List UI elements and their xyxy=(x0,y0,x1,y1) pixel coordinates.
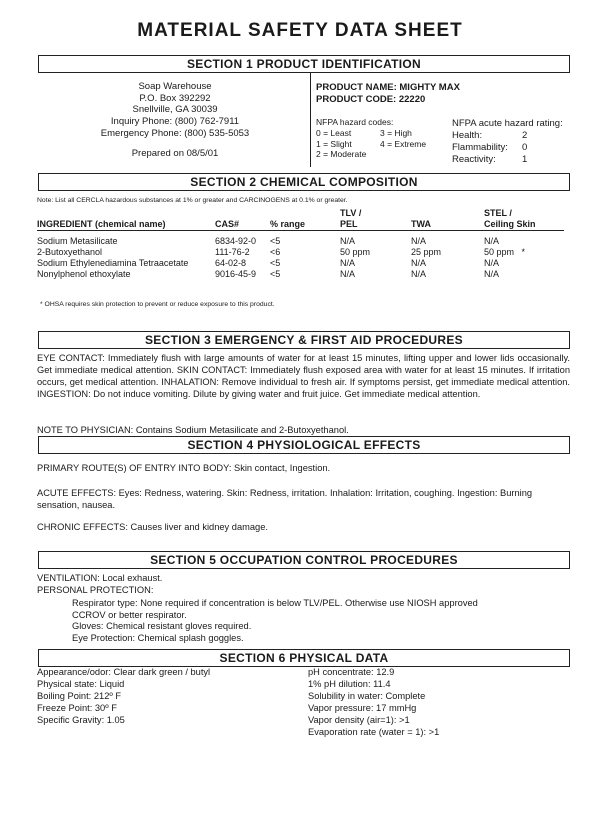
physical-data-left xyxy=(37,666,210,726)
header-twa: TWA xyxy=(411,208,484,231)
hazard-code: 1 = Slight xyxy=(316,138,352,149)
rating-row-health xyxy=(452,130,572,142)
ph-concentrate: pH concentrate: 12.9 xyxy=(308,667,395,677)
vapor-pressure: Vapor pressure: 17 mmHg xyxy=(308,703,417,713)
company-city: Snellville, GA 30039 xyxy=(132,104,218,116)
appearance: Appearance/odor: Clear dark green / butyl xyxy=(37,667,211,677)
cell: Nonylphenol ethoxylate xyxy=(37,268,131,279)
header-stel-label: STEL / xyxy=(484,208,512,218)
section-5-heading: SECTION 5 OCCUPATION CONTROL PROCEDURES xyxy=(38,551,570,569)
header-ceiling-skin: Ceiling Skin xyxy=(484,219,536,229)
document-title: MATERIAL SAFETY DATA SHEET xyxy=(137,20,463,41)
hazard-code: 2 = Moderate xyxy=(316,149,367,159)
cell: N/A xyxy=(484,268,500,279)
cell: N/A xyxy=(411,257,427,268)
vapor-density: Vapor density (air=1): >1 xyxy=(308,715,410,725)
personal-protection-label: PERSONAL PROTECTION: xyxy=(37,585,154,595)
company-block xyxy=(70,81,280,159)
respirator-type: Respirator type: None required if concentration is below TLV/PEL. Otherwise use NIOSH approved CCROV or better respirator. xyxy=(72,598,478,620)
prepared-date: Prepared on 08/5/01 xyxy=(131,147,219,159)
header-tlv: TLV / xyxy=(340,208,362,218)
product-code: PRODUCT CODE: 22220 xyxy=(316,94,426,105)
cercla-note: Note: List all CERCLA hazardous substances at 1% or greater and CARCINOGENS at 0.1% or greater. xyxy=(37,197,348,204)
rating-value: 1 xyxy=(522,154,528,165)
table-row xyxy=(37,247,564,258)
hazard-code: 4 = Extreme xyxy=(380,138,427,149)
section-6-heading: SECTION 6 PHYSICAL DATA xyxy=(38,649,570,667)
ventilation: VENTILATION: Local exhaust. xyxy=(37,573,163,583)
cell: Sodium Metasilicate xyxy=(37,235,118,246)
physical-state: Physical state: Liquid xyxy=(37,679,125,689)
header-pel: PEL xyxy=(340,219,358,229)
first-aid-text: EYE CONTACT: Immediately flush with large amounts of water for at least 15 minutes, lifting upper and lower lids occasionally. Get immediate medical attention. SKIN CONTACT: Immediately flush exposed area with water for at least 15 minutes. If irritation occurs, get medical attention. INHALATION: Remove individual to fresh air. If symptoms persist, get immediate medical attention. INGESTION: Do not induce vomiting. Dilute by giving water and fruit juice. Get immediate medical attention. xyxy=(37,353,570,399)
ph-dilution: 1% pH dilution: 11.4 xyxy=(308,679,391,689)
company-name: Soap Warehouse xyxy=(138,81,212,92)
cell: <6 xyxy=(270,246,281,257)
cell: 25 ppm xyxy=(411,246,442,257)
inquiry-phone: Inquiry Phone: (800) 762-7911 xyxy=(110,116,240,128)
hazard-code: 3 = High xyxy=(380,128,412,138)
cell: 50 ppm * xyxy=(484,246,526,257)
hazard-code: 0 = Least xyxy=(316,128,352,138)
cell: 2-Butoxyethanol xyxy=(37,246,103,257)
rating-value: 2 xyxy=(522,130,528,141)
cell: 64-02-8 xyxy=(215,257,247,268)
cell: N/A xyxy=(411,268,427,279)
acute-effects: ACUTE EFFECTS: Eyes: Redness, watering. Skin: Redness, irritation. Inhalation: Irritation, coughing. Ingestion: Burning sensation, nausea. xyxy=(37,488,533,510)
cell: 111-76-2 xyxy=(215,246,250,257)
cell: <5 xyxy=(270,235,281,246)
note-to-physician: NOTE TO PHYSICIAN: Contains Sodium Metasilicate and 2-Butoxyethanol. xyxy=(37,425,349,435)
table-header-row xyxy=(37,208,564,231)
header-stel xyxy=(484,208,564,231)
chronic-effects: CHRONIC EFFECTS: Causes liver and kidney damage. xyxy=(37,522,268,532)
product-name: PRODUCT NAME: MIGHTY MAX xyxy=(316,82,460,93)
header-cas: CAS# xyxy=(215,208,270,231)
gloves: Gloves: Chemical resistant gloves required. xyxy=(72,621,252,631)
boiling-point: Boiling Point: 212º F xyxy=(37,691,122,701)
table-row xyxy=(37,269,564,280)
cell: 50 ppm xyxy=(340,246,371,257)
table-row xyxy=(37,258,564,269)
cell: <5 xyxy=(270,257,281,268)
header-ingredient: INGREDIENT (chemical name) xyxy=(37,208,215,231)
cell: N/A xyxy=(340,257,356,268)
section-2-heading: SECTION 2 CHEMICAL COMPOSITION xyxy=(38,173,570,191)
cell: 9016-45-9 xyxy=(215,268,257,279)
hazard-codes-label: NFPA hazard codes: xyxy=(316,117,394,127)
rating-label: Health: xyxy=(452,130,483,141)
rating-value: 0 xyxy=(522,142,528,153)
cell: N/A xyxy=(340,235,356,246)
cell: N/A xyxy=(484,257,500,268)
rating-label: Flammability: xyxy=(452,142,508,153)
emergency-phone: Emergency Phone: (800) 535-5053 xyxy=(100,127,250,139)
eye-protection: Eye Protection: Chemical splash goggles. xyxy=(72,633,244,643)
cell: 6834-92-0 xyxy=(215,235,257,246)
cell: N/A xyxy=(411,235,427,246)
header-tlv-pel xyxy=(340,208,411,231)
company-po-box: P.O. Box 392292 xyxy=(139,92,211,104)
specific-gravity: Specific Gravity: 1.05 xyxy=(37,715,125,725)
freeze-point: Freeze Point: 30º F xyxy=(37,703,117,713)
table-row xyxy=(37,236,564,247)
rating-row-flammability xyxy=(452,142,572,154)
rating-row-reactivity xyxy=(452,154,572,166)
cell: N/A xyxy=(484,235,500,246)
evaporation-rate: Evaporation rate (water = 1): >1 xyxy=(308,727,440,737)
section-1-divider xyxy=(310,73,311,167)
section-4-heading: SECTION 4 PHYSIOLOGICAL EFFECTS xyxy=(38,436,570,454)
cell: N/A xyxy=(340,268,356,279)
physical-data-right xyxy=(308,666,439,738)
ingredients-table xyxy=(37,208,564,280)
section-3-heading: SECTION 3 EMERGENCY & FIRST AID PROCEDURES xyxy=(38,331,570,349)
solubility: Solubility in water: Complete xyxy=(308,691,426,701)
cell: <5 xyxy=(270,268,281,279)
osha-footnote: * OHSA requires skin protection to prevent or reduce exposure to this product. xyxy=(40,301,275,308)
rating-label: Reactivity: xyxy=(452,154,496,165)
section-1-heading: SECTION 1 PRODUCT IDENTIFICATION xyxy=(38,55,570,73)
nfpa-rating-label: NFPA acute hazard rating: xyxy=(452,118,563,129)
cell: Sodium Ethylenediamina Tetraacetate xyxy=(37,257,189,268)
primary-route: PRIMARY ROUTE(S) OF ENTRY INTO BODY: Skin contact, Ingestion. xyxy=(37,463,331,473)
header-range: % range xyxy=(270,208,340,231)
